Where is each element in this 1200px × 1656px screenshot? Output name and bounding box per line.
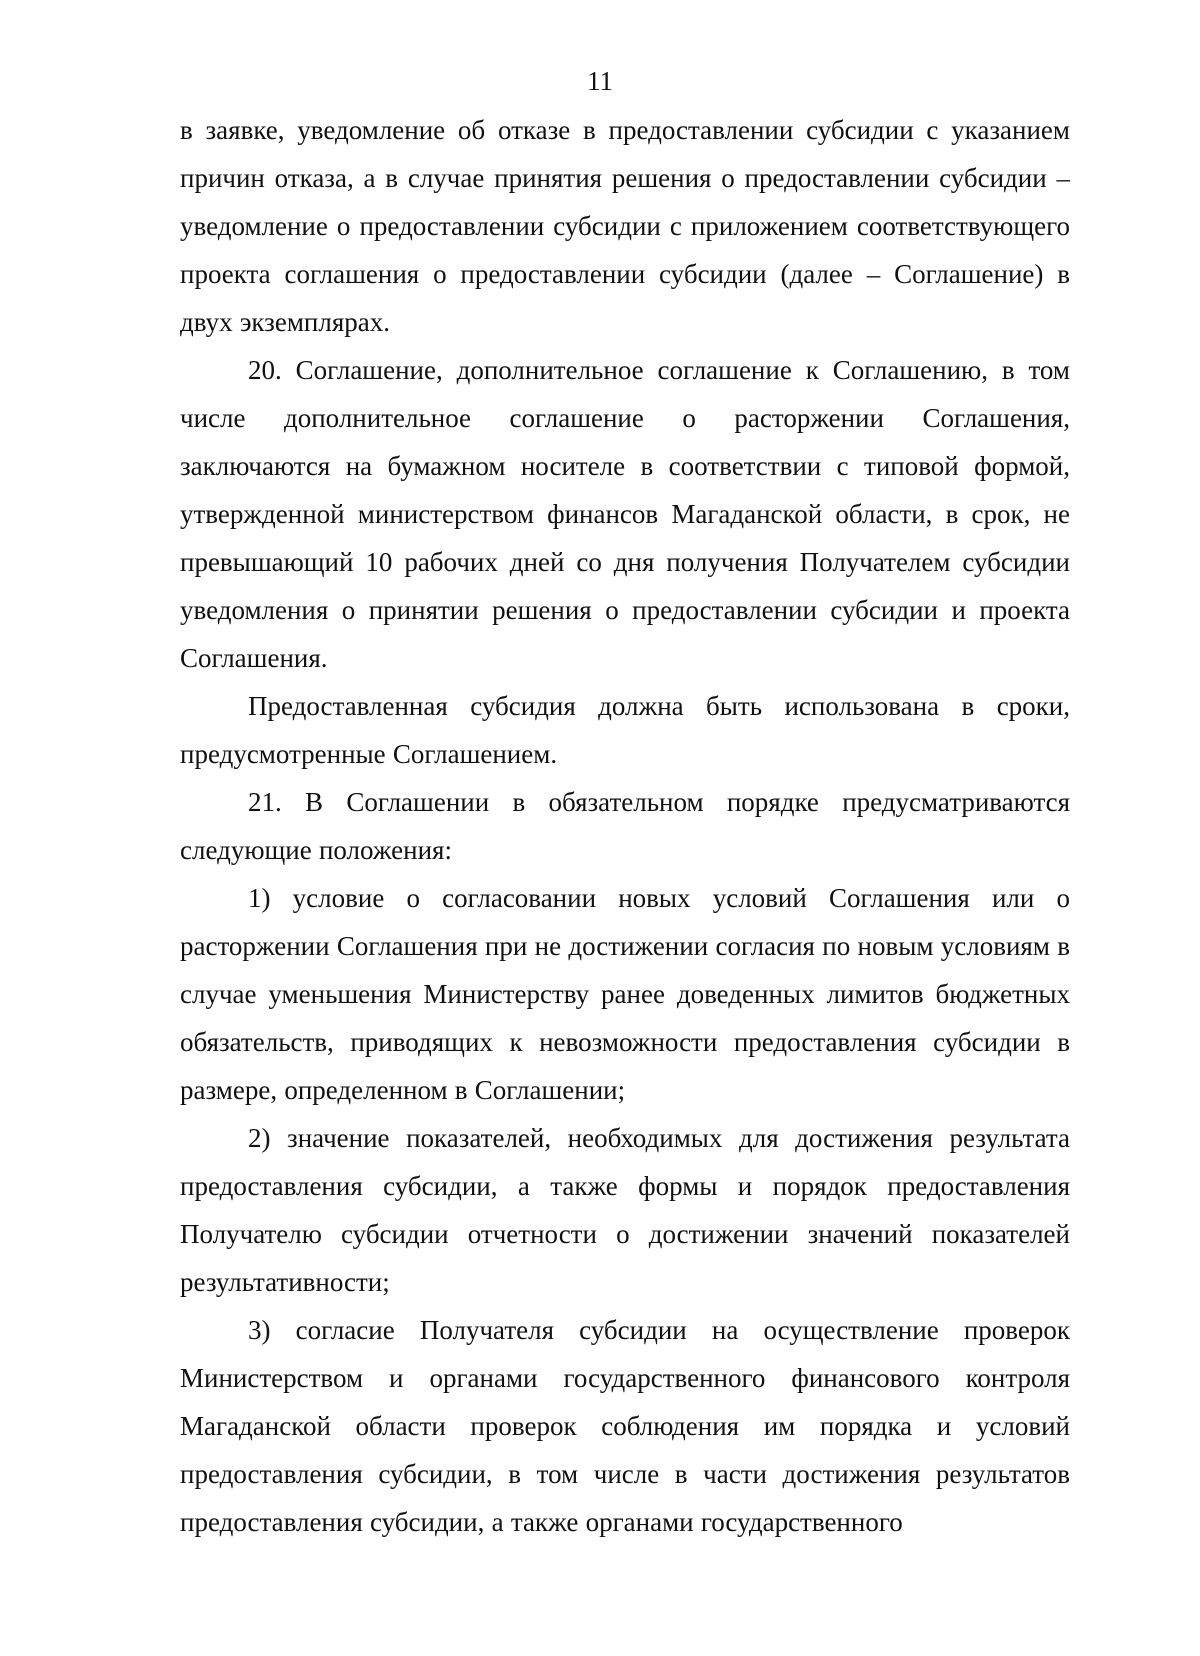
paragraph-subsidy-usage: Предоставленная субсидия должна быть использована в сроки, предусмотренные Соглашением.	[180, 691, 1070, 769]
paragraph-clause-21-item-1: 1) условие о согласовании новых условий Соглашения или о расторжении Соглашения при не достижении согласия по новым условиям в случае уменьшения Министерству ранее доведенных лимитов бюджетных обязательств, приводящих к невозможности предоставления субсидии в размере, определенном в Соглашении;	[180, 883, 1070, 1105]
page-number: 11	[587, 66, 613, 96]
paragraph-continuation: в заявке, уведомление об отказе в предоставлении субсидии с указанием причин отказа, а в случае принятия решения о предоставлении субсидии – уведомление о предоставлении субсидии с приложением соответствующего проекта соглашения о предоставлении субсидии (далее – Соглашение) в двух экземплярах.	[180, 115, 1070, 337]
paragraph-clause-21-item-3: 3) согласие Получателя субсидии на осуществление проверок Министерством и органами государственного финансового контроля Магаданской области проверок соблюдения им порядка и условий предоставления субсидии, в том числе в части достижения результатов предоставления субсидии, а также органами государственного	[180, 1315, 1070, 1537]
paragraph-clause-20: 20. Соглашение, дополнительное соглашение к Соглашению, в том числе дополнительное соглашение о расторжении Соглашения, заключаются на бумажном носителе в соответствии с типовой формой, утвержденной министерством финансов Магаданской области, в срок, не превышающий 10 рабочих дней со дня получения Получателем субсидии уведомления о принятии решения о предоставлении субсидии и проекта Соглашения.	[180, 355, 1070, 673]
paragraph-clause-21-item-2: 2) значение показателей, необходимых для достижения результата предоставления субсидии, а также формы и порядок предоставления Получателю субсидии отчетности о достижении значений показателей результативности;	[180, 1123, 1070, 1297]
paragraph-clause-21: 21. В Соглашении в обязательном порядке предусматриваются следующие положения:	[180, 787, 1070, 865]
document-body	[180, 106, 1070, 1546]
